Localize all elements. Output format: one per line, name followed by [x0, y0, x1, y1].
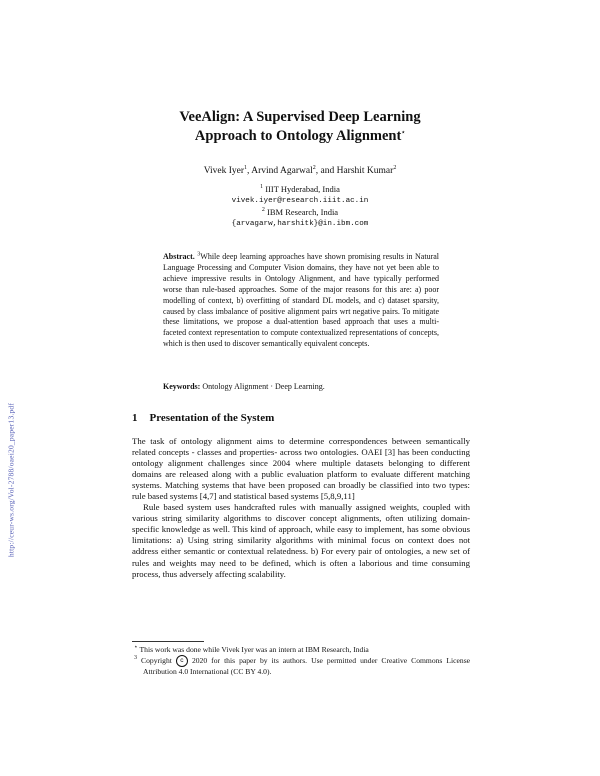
- footnote-text: 2020 for this paper by its authors. Use permitted under Creative Commons License Attribution 4.0 International (CC BY 4.0).: [143, 655, 471, 677]
- author-list: [0, 166, 600, 176]
- abstract-footnote-mark: 3: [197, 251, 201, 258]
- affiliations: [0, 184, 600, 230]
- side-url-stamp: [2, 340, 20, 620]
- keywords: [163, 382, 439, 391]
- author-name: Harshit Kumar: [336, 166, 394, 176]
- title-line-2: Approach to Ontology Alignment: [194, 128, 402, 144]
- footnote-2: [132, 655, 470, 677]
- section-number: 1: [132, 412, 138, 424]
- affiliation-1: IIIT Hyderabad, India: [265, 184, 340, 194]
- footnote-mark: 3: [134, 655, 137, 662]
- section-heading: [132, 412, 274, 424]
- affil-sup: 1: [260, 184, 264, 191]
- abstract-text: While deep learning approaches have shown promising results in Natural Language Processing and Computer Vision domains, they have not yet been able to achieve impressive results in Ontology Alignment, and have typically performed worse than rule-based approaches. Some of the major reasons for this are: a) poor modelling of context, b) overfitting of standard DL models, and c) dataset sparsity, caused by class imbalance of positive alignment pairs wrt negative pairs. To mitigate these limitations, we propose a dual-attention based approach that uses a multi-faceted context representation to compute contextualized representations of concepts, which is then used to discover semantically equivalent concepts.: [163, 252, 439, 349]
- paper-title: [0, 108, 600, 146]
- footnote-1: [132, 645, 470, 655]
- author-name: Arvind Agarwal: [251, 166, 313, 176]
- affiliation-2: IBM Research, India: [267, 207, 339, 218]
- keywords-text: Ontology Alignment · Deep Learning.: [202, 382, 325, 391]
- author-separator: ,: [247, 166, 252, 176]
- author-separator: , and: [315, 166, 337, 176]
- author-affil-sup: 2: [312, 164, 316, 171]
- footnote-mark: ⋆: [134, 644, 138, 651]
- title-line-1: VeeAlign: A Supervised Deep Learning: [179, 109, 421, 125]
- abstract: [163, 252, 439, 350]
- title-footnote-mark: ⋆: [401, 130, 406, 137]
- email-1[interactable]: vivek.iyer@research.iiit.ac.in: [231, 196, 369, 205]
- author-name: Vivek Iyer: [203, 166, 245, 176]
- side-url-text: http://ceur-ws.org/Vol-2788/oaei20_paper13.pdf: [6, 402, 16, 558]
- footnote-rule: [132, 641, 204, 642]
- keywords-label: Keywords:: [163, 382, 201, 391]
- copyright-icon: c: [176, 655, 188, 667]
- email-2[interactable]: {arvagarw,harshitk}@in.ibm.com: [231, 219, 369, 228]
- abstract-label: Abstract.: [163, 252, 195, 261]
- paragraph: Rule based system uses handcrafted rules with manually assigned weights, coupled with various string similarity algorithms to discover concept alignments, often utilizing domain-specific knowledge as well. This kind of approach, while easy to implement, has some obvious limitations: a) Using string similarity algorithms with minimal focus on context does not address either semantic or contextual relatedness. b) For every pair of ontologies, a new set of rules and weights may need to be defined, which is often a laborious and time consuming process, thus adversely affecting scalability.: [132, 502, 470, 579]
- footnotes: [132, 645, 470, 677]
- section-title: Presentation of the System: [149, 412, 275, 424]
- footnote-text: This work was done while Vivek Iyer was an intern at IBM Research, India: [139, 645, 369, 654]
- section-body: [132, 436, 470, 580]
- author-affil-sup: 2: [393, 164, 397, 171]
- footnote-text: Copyright: [141, 655, 172, 665]
- paragraph: The task of ontology alignment aims to determine correspondences between semantically related concepts - classes and properties- across two ontologies. OAEI [3] has been conducting ontology alignment challenges since 2004 where multiple datasets belonging to different domains are released along with a public evaluation platform to evaluate different matching systems. Matching systems that have been proposed can broadly be classified into two types: rule based systems [4,7] and statistical based systems [5,8,9,11]: [132, 436, 470, 502]
- author-affil-sup: 1: [244, 164, 248, 171]
- affil-sup: 2: [261, 207, 265, 214]
